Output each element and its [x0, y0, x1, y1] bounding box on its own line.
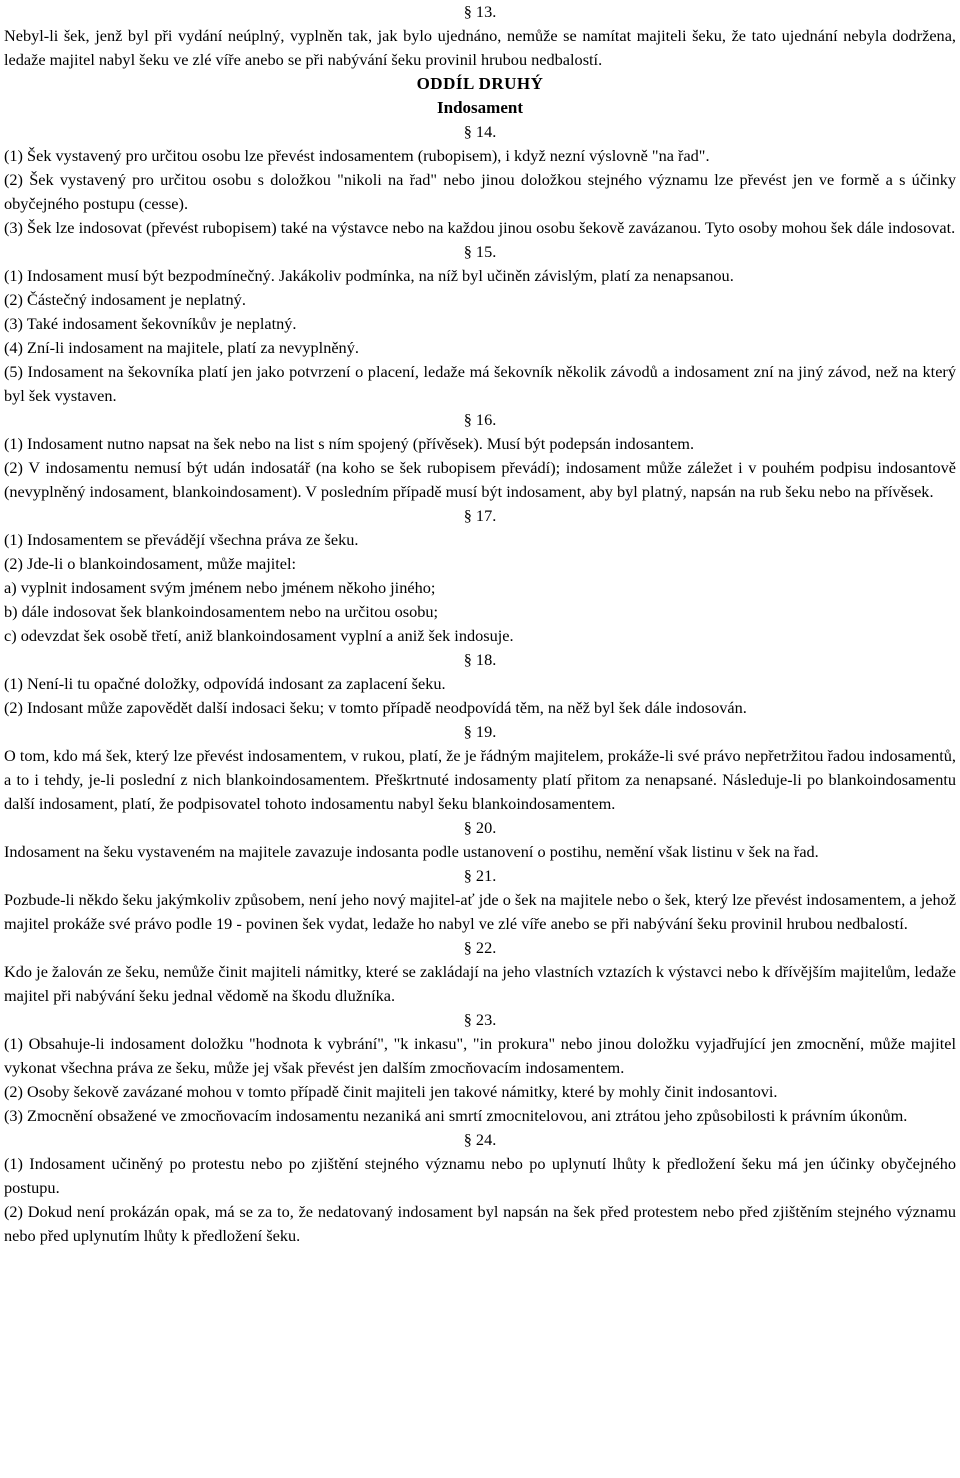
paragraph: (2) Šek vystavený pro určitou osobu s doložkou "nikoli na řad" nebo jinou doložkou stejného významu lze převést jen ve formě a s účinky obyčejného postupu (cesse).: [4, 170, 956, 213]
section-number-text: 19.: [475, 722, 497, 741]
section-number: [4, 936, 956, 960]
paragraph: (3) Také indosament šekovníkův je neplatný.: [4, 314, 297, 333]
paragraph: (1) Indosamentem se převádějí všechna práva ze šeku.: [4, 530, 359, 549]
section-number-text: 22.: [475, 938, 497, 957]
section-number: [4, 720, 956, 744]
part-heading: ODDÍL DRUHÝ: [416, 74, 544, 93]
section-sign: §: [463, 242, 472, 261]
section-number-text: 24.: [475, 1130, 497, 1149]
section-number: [4, 240, 956, 264]
paragraph: (3) Zmocnění obsažené ve zmocňovacím indosamentu nezaniká ani smrtí zmocnitelovou, ani ztrátou jeho způsobilosti k právním úkonům.: [4, 1106, 908, 1125]
paragraph: (2) Jde-li o blankoindosament, může majitel:: [4, 554, 297, 573]
paragraph: (1) Šek vystavený pro určitou osobu lze převést indosamentem (rubopisem), i když nezní výslovně "na řad".: [4, 146, 710, 165]
section-number: [4, 1128, 956, 1152]
paragraph: (2) Indosant může zapovědět další indosaci šeku; v tomto případě neodpovídá těm, na něž byl šek dále indosován.: [4, 698, 747, 717]
paragraph: (1) Není-li tu opačné doložky, odpovídá indosant za zaplacení šeku.: [4, 674, 446, 693]
part-subheading: Indosament: [437, 98, 523, 117]
paragraph: Pozbude-li někdo šeku jakýmkoliv způsobem, není jeho nový majitel-ať jde o šek na majitele nebo o šek, který lze převést indosamentem, a jehož majitel prokáže své právo podle 19 - povinen šek vydat, ledaže ho nabyl ve zlé víře anebo se při nabývání šeku provinil hrubou nedbalostí.: [4, 890, 956, 933]
paragraph: (3) Šek lze indosovat (převést rubopisem) také na výstavce nebo na každou jinou osobu šekově zavázanou. Tyto osoby mohou šek dále indosovat.: [4, 218, 956, 237]
paragraph: (1) Indosament nutno napsat na šek nebo na list s ním spojený (přívěsek). Musí být podepsán indosantem.: [4, 434, 695, 453]
paragraph: b) dále indosovat šek blankoindosamentem nebo na určitou osobu;: [4, 602, 439, 621]
paragraph: (2) Částečný indosament je neplatný.: [4, 290, 246, 309]
section-sign: §: [463, 650, 472, 669]
paragraph: Nebyl-li šek, jenž byl při vydání neúplný, vyplněn tak, jak bylo ujednáno, nemůže se namítat majiteli šeku, že tato ujednání nebyla dodržena, ledaže majitel nabyl šeku ve zlé víře anebo se při nabývání šeku provinil hrubou nedbalostí.: [4, 26, 956, 69]
section-number-text: 15.: [475, 242, 497, 261]
section-number-text: 23.: [475, 1010, 497, 1029]
section-sign: §: [463, 866, 472, 885]
paragraph: a) vyplnit indosament svým jménem nebo jménem někoho jiného;: [4, 578, 436, 597]
section-number-text: 14.: [475, 122, 497, 141]
paragraph: (1) Indosament musí být bezpodmínečný. Jakákoliv podmínka, na níž byl učiněn závislým, platí za nenapsanou.: [4, 266, 734, 285]
section-sign: §: [463, 2, 472, 21]
paragraph: (2) Dokud není prokázán opak, má se za to, že nedatovaný indosament byl napsán na šek před protestem nebo před zjištěním stejného významu nebo před uplynutím lhůty k předložení šeku.: [4, 1202, 956, 1245]
section-number-text: 13.: [475, 2, 497, 21]
paragraph: (5) Indosament na šekovníka platí jen jako potvrzení o placení, ledaže má šekovník několik závodů a indosament zní na jiný závod, než na který byl šek vystaven.: [4, 362, 956, 405]
section-sign: §: [463, 722, 472, 741]
section-number-text: 17.: [475, 506, 497, 525]
section-sign: §: [463, 506, 472, 525]
section-sign: §: [463, 410, 472, 429]
section-sign: §: [463, 1130, 472, 1149]
paragraph: (2) V indosamentu nemusí být udán indosatář (na koho se šek rubopisem převádí); indosament může záležet i v pouhém podpisu indosantově (nevyplněný indosament, blankoindosament). V posledním případě musí být indosament, aby byl platný, napsán na rub šeku nebo na přívěsek.: [4, 458, 956, 501]
paragraph: Kdo je žalován ze šeku, nemůže činit majiteli námitky, které se zakládají na jeho vlastních vztazích k výstavci nebo k dřívějším majitelům, ledaže majitel při nabývání šeku jednal vědomě na škodu dlužníka.: [4, 962, 956, 1005]
section-number-text: 16.: [475, 410, 497, 429]
paragraph: c) odevzdat šek osobě třetí, aniž blankoindosament vyplní a aniž šek indosuje.: [4, 626, 514, 645]
section-sign: §: [463, 122, 472, 141]
paragraph: (4) Zní-li indosament na majitele, platí za nevyplněný.: [4, 338, 359, 357]
section-number: [4, 864, 956, 888]
section-number: [4, 120, 956, 144]
paragraph: (1) Indosament učiněný po protestu nebo po zjištění stejného významu nebo po uplynutí lhůty k předložení šeku má jen účinky obyčejného postupu.: [4, 1154, 956, 1197]
section-number: [4, 0, 956, 24]
section-number-text: 18.: [475, 650, 497, 669]
section-sign: §: [463, 818, 472, 837]
section-number: [4, 1008, 956, 1032]
section-number-text: 21.: [475, 866, 497, 885]
section-number: [4, 816, 956, 840]
section-number: [4, 504, 956, 528]
section-sign: §: [463, 1010, 472, 1029]
paragraph: (2) Osoby šekově zavázané mohou v tomto případě činit majiteli jen takové námitky, které by mohly činit indosantovi.: [4, 1082, 778, 1101]
paragraph: Indosament na šeku vystaveném na majitele zavazuje indosanta podle ustanovení o postihu, nemění však listinu v šek na řad.: [4, 842, 819, 861]
section-sign: §: [463, 938, 472, 957]
paragraph: (1) Obsahuje-li indosament doložku "hodnota k vybrání", "k inkasu", "in prokura" nebo jinou doložku vyjadřující jen zmocnění, může majitel vykonat všechna práva ze šeku, může jej však převést jen dalším zmocňovacím indosamentem.: [4, 1034, 956, 1077]
paragraph: O tom, kdo má šek, který lze převést indosamentem, v rukou, platí, že je řádným majitelem, prokáže-li své právo nepřetržitou řadou indosamentů, a to i tehdy, je-li poslední z nich blankoindosamentem. Přeškrtnuté indosamenty platí přitom za nenapsané. Následuje-li po blankoindosamentu další indosament, platí, že podpisovatel tohoto indosamentu nabyl šeku blankoindosamentem.: [4, 746, 956, 813]
section-number: [4, 648, 956, 672]
section-number: [4, 408, 956, 432]
section-number-text: 20.: [475, 818, 497, 837]
